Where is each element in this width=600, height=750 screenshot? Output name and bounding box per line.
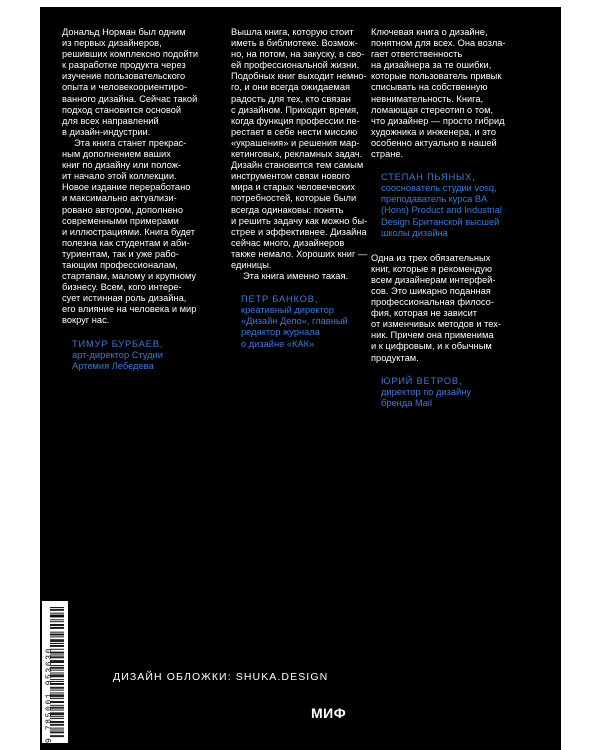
barcode-bar xyxy=(50,617,64,618)
barcode-bar xyxy=(50,635,64,636)
barcode-bar xyxy=(50,624,64,625)
barcode-bar xyxy=(50,640,64,641)
barcode-bar xyxy=(50,634,64,635)
barcode-bar xyxy=(50,609,64,610)
cover-design-credit: ДИЗАЙН ОБЛОЖКИ: SHUKA.DESIGN xyxy=(113,671,329,683)
review-author xyxy=(381,172,523,239)
barcode-bar xyxy=(50,645,64,646)
publisher-logo: МИФ xyxy=(311,705,347,721)
barcode-bar xyxy=(50,610,64,611)
review-author xyxy=(241,294,379,349)
barcode-bar xyxy=(50,607,64,608)
barcode-bar xyxy=(50,632,64,633)
review-author xyxy=(72,339,210,372)
author-role: директор по дизайну бренда Mail xyxy=(381,386,472,408)
review-paragraph: Вышла книга, которую стоит иметь в библиотеке. Возмож- но, на потом, на закуску, в сво- ей профессиональной жизни. Подобных книг выходит немно- го, и они всегда ожидаемая радость для тех, кто связан с дизайном. Приходит время, когда функция профессии пе- рестает в себе нести миссию «украшения» и решения мар- кетинговых, рекламных задач. Дизайн становится тем самым инструментом связи нового мира и старых человеческих потребностей, которые были всегда одинаковы: понять и решить задачу как можно бы- стрее и эффективнее. Дизайна сейчас много, дизайнеров также немало. Хороших книг — единицы. xyxy=(231,27,368,270)
barcode-bar xyxy=(50,615,64,616)
review-column-3 xyxy=(371,27,523,409)
review-author xyxy=(381,376,523,409)
author-name: СТЕПАН ПЬЯНЫХ, xyxy=(381,172,476,183)
author-name: ПЕТР БАНКОВ, xyxy=(241,294,319,305)
review-paragraph: Ключевая книга о дизайне, понятном для всех. Она возла- гает ответственность на дизайнера за те ошибки, которые пользователь привык списывать на собственную невнимательность. Книга, ломающая стереотип о том, что дизайнер — просто гибрид художника и инженера, и это особенно актуально в нашей стране. xyxy=(371,27,506,160)
review-paragraph: Эта книга станет прекрас- ным дополнением ваших книг по дизайну или полож- ит начало этой коллекции. Новое издание переработано и максимально актуализи- ровано автором, дополнено современными примерами и иллюстрациями. Книга будет полезна как студентам и аби- туриентам, так и уже рабо- тающим профессионалам, стартапам, малому и крупному бизнесу. Всем, кого интере- сует истинная роль дизайна, его влияние на человека и мир вокруг нас. xyxy=(62,137,197,326)
barcode-bar xyxy=(50,643,64,644)
barcode-bar xyxy=(50,639,64,640)
barcode-bar xyxy=(50,613,64,614)
barcode-bar xyxy=(50,628,64,629)
author-name: ЮРИЙ ВЕТРОВ, xyxy=(381,375,463,386)
review-paragraph: Одна из трех обязательных книг, которые я рекомендую всем дизайнерам интерфей- сов. Это шикарно поданная профессиональная филосо- фия, которая не зависит от изменчивых методов и тех- ник. Причем она применима и к цифровым, и к обычным продуктам. xyxy=(371,252,501,363)
author-role: креативный директор «Дизайн Депо», главный редактор журнала о дизайне «КАК» xyxy=(241,305,348,349)
author-role: арт-директор Студии Артемия Лебедева xyxy=(72,349,163,371)
review-paragraph: Дональд Норман был одним из первых дизайнеров, решивших комплексно подойти к разработке продукта через изучение пользовательского опыта и человекоориентиро- ванного дизайна. Сейчас такой подход становится основой для всех направлений в дизайн-индустрии. xyxy=(62,27,199,137)
review-paragraph: Эта книга именно такая. xyxy=(243,271,349,282)
barcode-bar xyxy=(50,625,64,626)
book-back-cover xyxy=(40,7,561,750)
barcode-bar xyxy=(50,636,64,637)
barcode-bar xyxy=(50,621,64,622)
barcode-bar xyxy=(50,619,64,620)
review-column-2 xyxy=(231,27,379,350)
barcode-bar xyxy=(50,616,64,617)
review-column-1 xyxy=(62,27,210,372)
author-role: сооснователь студии vosq, преподаватель курса BA (Hons) Product and Industrial Design Британской высшей школы дизайна xyxy=(381,183,502,238)
author-name: ТИМУР БУРБАЕВ, xyxy=(72,338,164,349)
barcode-bar xyxy=(50,641,64,642)
isbn-number: 9 785001 953630 xyxy=(45,646,54,743)
barcode-bar xyxy=(50,627,64,628)
